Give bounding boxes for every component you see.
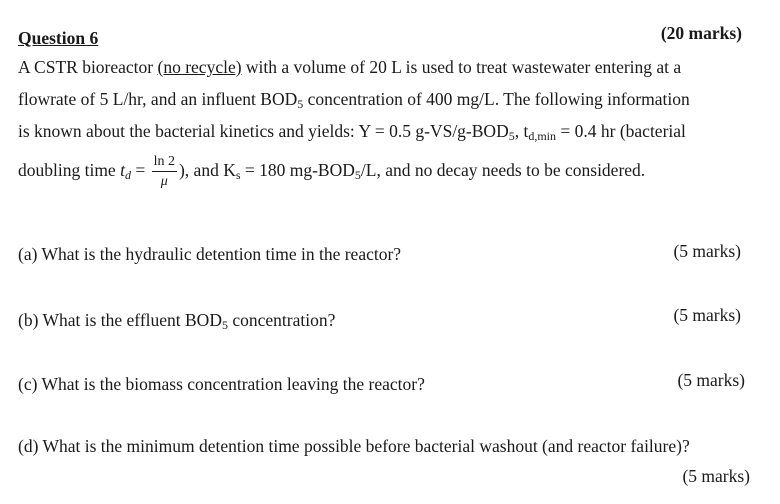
total-marks: (20 marks) [660,23,742,43]
part-a-marks: (5 marks) [673,241,741,261]
paragraph-line-1: A CSTR bioreactor (no recycle) with a volume of 20 L is used to treat wastewater entering at a [18,57,682,77]
paragraph-line-4: doubling time $t_d$ = $\frac{\ln 2}{\mu}$ ), and $K_s = 180$ $mg-BOD_5/L$, and no decay needs to be considered. [18,154,646,189]
part-c-question: (c) What is the biomass concentration leaving the reactor? [18,374,425,394]
part-d-question: (d) What is the minimum detention time possible before bacterial washout (and reactor failure)? [18,436,690,456]
part-b-marks: (5 marks) [673,305,741,325]
part-d-marks: (5 marks) [682,466,750,486]
question-title: Question 6 [18,28,99,48]
part-c-marks: (5 marks) [677,370,745,390]
part-b-question: (b) What is the effluent $BOD_5$ concentration? [18,310,336,332]
no-recycle-text: (no recycle) [157,57,242,77]
paragraph-line-2: flowrate of 5 L/hr, and an influent $BOD_5$ concentration of 400 mg/L. The following information [18,89,690,111]
paragraph-line-3: is known about the bacterial kinetics and yields: Y = 0.5 $g-VS/g-BOD_5$, $t_{d,min} = 0.4$ hr (bacterial [18,121,686,143]
part-a-question: (a) What is the hydraulic detention time in the reactor? [18,244,402,264]
doubling-time-fraction: $\frac{\ln 2}{\mu}$ [153,154,175,189]
